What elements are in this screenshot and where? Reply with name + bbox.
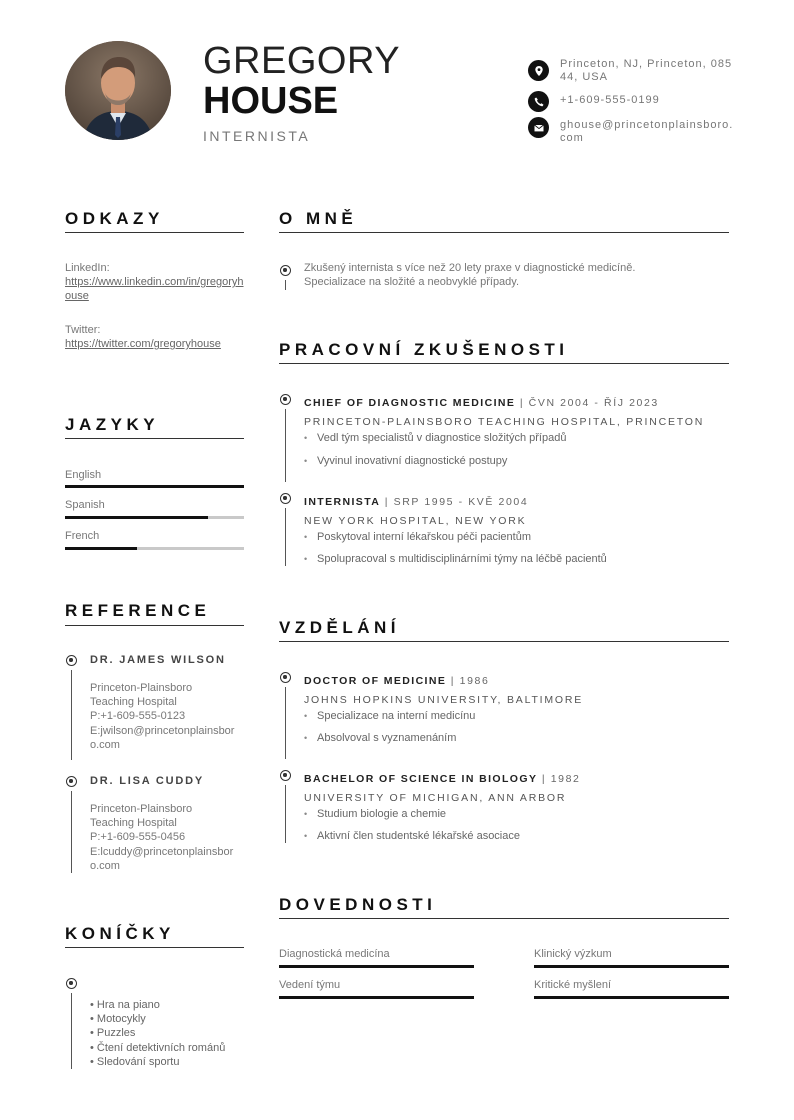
- hobbies-section-title: KONÍČKY: [65, 924, 175, 943]
- job-position: CHIEF OF DIAGNOSTIC MEDICINE: [304, 397, 516, 409]
- timeline-dot-icon: [280, 265, 291, 276]
- reference-org: Princeton-Plainsboro: [90, 803, 193, 815]
- timeline-line: [71, 791, 72, 873]
- languages-section-title: JAZYKY: [65, 415, 160, 434]
- job-employer: PRINCETON-PLAINSBORO TEACHING HOSPITAL, PRINCETON: [304, 416, 705, 428]
- education-degree: BACHELOR OF SCIENCE IN BIOLOGY: [304, 773, 538, 785]
- about-line: Specializace na složité a neobvyklé případy.: [304, 276, 520, 288]
- address-text: Princeton, NJ, Princeton, 08544, USA: [560, 58, 733, 83]
- twitter-label: Twitter:: [65, 324, 101, 336]
- timeline-line: [285, 785, 286, 843]
- email-envelope-icon: [528, 117, 549, 138]
- language-level-bar: [65, 485, 244, 488]
- hobby-item: • Hra na piano: [90, 999, 160, 1011]
- location-pin-icon: [528, 60, 549, 81]
- language-level-fill: [65, 547, 137, 550]
- education-year: | 1986: [446, 675, 490, 687]
- education-school: JOHNS HOPKINS UNIVERSITY, BALTIMORE: [304, 694, 584, 706]
- timeline-line: [285, 280, 286, 290]
- education-degree: DOCTOR OF MEDICINE: [304, 675, 447, 687]
- timeline-line: [285, 409, 286, 482]
- language-name: Spanish: [65, 499, 105, 511]
- linkedin-link[interactable]: https://www.linkedin.com/in/gregoryhouse: [65, 276, 244, 302]
- links-section-title: ODKAZY: [65, 209, 164, 228]
- reference-phone: P:+1-609-555-0123: [90, 710, 186, 723]
- education-bullet: • Absolvoval s vyznamenáním: [304, 732, 456, 744]
- job-bullet: • Poskytoval interní lékařskou péči pacientům: [304, 531, 531, 543]
- profile-photo: [65, 41, 171, 140]
- hobby-item: • Puzzles: [90, 1027, 136, 1040]
- education-bullet: • Studium biologie a chemie: [304, 808, 446, 820]
- job-dates: | SRP 1995 - KVĚ 2004: [380, 496, 529, 508]
- skill-level-fill: [279, 996, 474, 999]
- job-position: INTERNISTA: [304, 496, 381, 508]
- languages-divider: [65, 438, 244, 439]
- reference-name: DR. LISA CUDDY: [90, 775, 205, 787]
- hobbies-list: [90, 998, 225, 1069]
- reference-details: [90, 802, 242, 873]
- email-text: ghouse@princetonplainsboro.com: [560, 119, 734, 144]
- skill-name: Diagnostická medicína: [279, 948, 390, 960]
- linkedin-label: LinkedIn:: [65, 262, 110, 274]
- education-bullet: • Aktivní člen studentské lékařské asociace: [304, 830, 520, 842]
- reference-name: DR. JAMES WILSON: [90, 654, 226, 666]
- timeline-line: [71, 670, 72, 760]
- timeline-dot-icon: [280, 394, 291, 405]
- skill-name: Klinický výzkum: [534, 948, 612, 960]
- timeline-dot-icon: [66, 978, 77, 989]
- timeline-dot-icon: [66, 776, 77, 787]
- timeline-dot-icon: [66, 655, 77, 666]
- first-name: GREGORY: [203, 40, 401, 82]
- job-heading: [304, 492, 528, 510]
- language-level-bar: [65, 516, 244, 519]
- reference-phone: P:+1-609-555-0456: [90, 831, 186, 844]
- job-bullet: • Spolupracoval s multidisciplinárními týmy na léčbě pacientů: [304, 553, 607, 565]
- timeline-line: [285, 508, 286, 566]
- language-level-fill: [65, 485, 244, 488]
- experience-section-title: PRACOVNÍ ZKUŠENOSTI: [279, 340, 569, 359]
- education-school: UNIVERSITY OF MICHIGAN, ANN ARBOR: [304, 792, 567, 804]
- reference-org: Princeton-Plainsboro: [90, 682, 193, 694]
- education-heading: [304, 671, 489, 689]
- reference-email: E:jwilson@princetonplainsboro.com: [90, 724, 235, 751]
- reference-org: Teaching Hospital: [90, 817, 177, 830]
- language-name: French: [65, 530, 100, 542]
- skills-section-title: DOVEDNOSTI: [279, 895, 437, 914]
- timeline-line: [285, 687, 286, 759]
- skill-level-bar: [279, 996, 474, 999]
- experience-divider: [279, 363, 729, 364]
- timeline-dot-icon: [280, 770, 291, 781]
- references-section-title: REFERENCE: [65, 601, 211, 620]
- about-divider: [279, 232, 729, 233]
- last-name: HOUSE: [203, 80, 339, 122]
- hobby-item: • Čtení detektivních románů: [90, 1041, 226, 1054]
- phone-icon: [528, 91, 549, 112]
- skill-level-fill: [534, 996, 729, 999]
- skill-level-bar: [279, 965, 474, 968]
- phone-text: +1-609-555-0199: [560, 94, 660, 106]
- skill-level-fill: [279, 965, 474, 968]
- references-divider: [65, 625, 244, 626]
- job-employer: NEW YORK HOSPITAL, NEW YORK: [304, 515, 527, 527]
- language-name: English: [65, 469, 102, 481]
- timeline-line: [71, 993, 72, 1069]
- reference-details: [90, 681, 242, 752]
- job-bullet: • Vedl tým specialistů v diagnostice složitých případů: [304, 432, 566, 444]
- reference-org: Teaching Hospital: [90, 696, 177, 709]
- job-heading: [304, 393, 659, 411]
- about-section-title: O MNĚ: [279, 209, 358, 228]
- twitter-link[interactable]: https://twitter.com/gregoryhouse: [65, 338, 221, 350]
- about-text: [304, 261, 724, 289]
- timeline-dot-icon: [280, 493, 291, 504]
- hobbies-divider: [65, 947, 244, 948]
- about-line: Zkušený internista s více než 20 lety praxe v diagnostické medicíně.: [304, 262, 636, 274]
- education-heading: [304, 769, 580, 787]
- hobby-item: • Sledování sportu: [90, 1055, 180, 1068]
- timeline-dot-icon: [280, 672, 291, 683]
- reference-email: E:lcuddy@princetonplainsboro.com: [90, 845, 234, 872]
- education-bullet: • Specializace na interní medicínu: [304, 710, 475, 722]
- job-bullet: • Vyvinul inovativní diagnostické postupy: [304, 455, 507, 467]
- education-year: | 1982: [537, 773, 581, 785]
- job-role: INTERNISTA: [203, 128, 311, 144]
- skill-level-bar: [534, 965, 729, 968]
- job-dates: | ČVN 2004 - ŘÍJ 2023: [515, 397, 659, 409]
- skill-level-fill: [534, 965, 729, 968]
- skill-name: Vedení týmu: [279, 979, 341, 991]
- skill-name: Kritické myšlení: [534, 979, 612, 991]
- skills-divider: [279, 918, 729, 919]
- skill-level-bar: [534, 996, 729, 999]
- links-divider: [65, 232, 244, 233]
- hobby-item: • Motocykly: [90, 1013, 146, 1026]
- education-section-title: VZDĚLÁNÍ: [279, 618, 400, 637]
- language-level-bar: [65, 547, 244, 550]
- language-level-fill: [65, 516, 208, 519]
- education-divider: [279, 641, 729, 642]
